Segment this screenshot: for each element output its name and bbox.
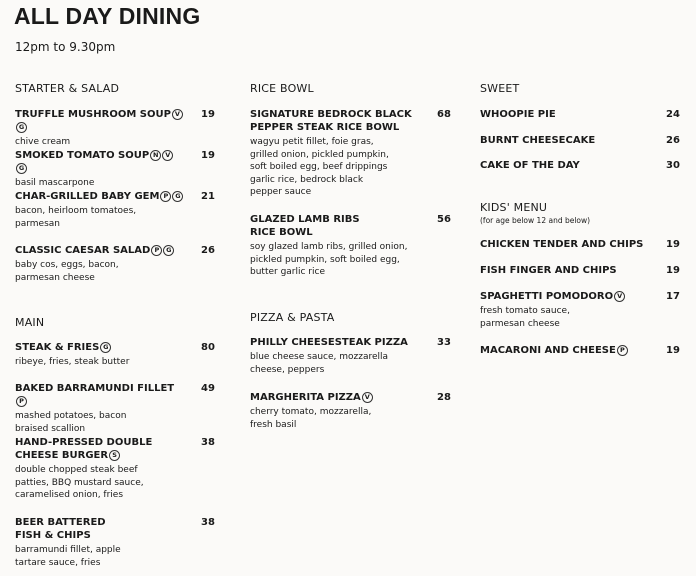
dietary-mark-icon: P bbox=[617, 345, 628, 356]
item-price: 49 bbox=[201, 383, 215, 394]
item-name: BAKED BARRAMUNDI FILLET bbox=[15, 383, 175, 394]
menu-item bbox=[250, 336, 451, 376]
item-price: 28 bbox=[437, 392, 451, 403]
item-description: blue cheese sauce, mozzarella cheese, peppers bbox=[250, 352, 389, 375]
item-name-row bbox=[15, 516, 185, 542]
dietary-mark-icon: V bbox=[162, 150, 173, 161]
dietary-mark-icon: N bbox=[150, 150, 161, 161]
dietary-mark-icon: P bbox=[16, 396, 27, 407]
item-price: 38 bbox=[201, 517, 215, 528]
item-name-row bbox=[480, 134, 650, 147]
menu-item bbox=[15, 190, 215, 230]
item-price: 30 bbox=[666, 160, 680, 171]
item-name-row bbox=[250, 391, 420, 404]
item-name-row bbox=[15, 244, 185, 257]
dietary-mark-icon: S bbox=[109, 450, 120, 461]
item-name: SPAGHETTI POMODORO bbox=[480, 291, 614, 302]
item-name: CHICKEN TENDER AND CHIPS bbox=[480, 239, 644, 250]
item-description: chive cream bbox=[15, 137, 71, 147]
menu-item bbox=[15, 436, 215, 502]
item-name: MACARONI AND CHEESE bbox=[480, 345, 616, 356]
item-name-row bbox=[15, 190, 185, 203]
item-name: FISH FINGER AND CHIPS bbox=[480, 265, 617, 276]
menu-title: ALL DAY DINING bbox=[14, 3, 201, 29]
menu-item bbox=[15, 341, 215, 369]
menu-item bbox=[15, 516, 215, 569]
item-name: BEER BATTERED FISH & CHIPS bbox=[15, 517, 106, 541]
item-description: double chopped steak beef patties, BBQ mustard sauce, caramelised onion, fries bbox=[15, 465, 144, 500]
item-description: bacon, heirloom tomatoes, parmesan bbox=[15, 206, 137, 229]
item-name: PHILLY CHEESESTEAK PIZZA bbox=[250, 337, 408, 348]
section-heading-sweet: SWEET bbox=[480, 82, 520, 95]
item-name-row bbox=[250, 336, 420, 349]
item-price: 80 bbox=[201, 342, 215, 353]
item-name: WHOOPIE PIE bbox=[480, 109, 556, 120]
item-price: 21 bbox=[201, 191, 215, 202]
item-name: CAKE OF THE DAY bbox=[480, 160, 580, 171]
item-description: cherry tomato, mozzarella, fresh basil bbox=[250, 407, 372, 430]
item-price: 19 bbox=[666, 265, 680, 276]
item-name-row bbox=[480, 238, 650, 251]
item-price: 24 bbox=[666, 109, 680, 120]
item-price: 19 bbox=[201, 109, 215, 120]
item-name-row bbox=[15, 108, 185, 134]
serving-hours: 12pm to 9.30pm bbox=[15, 40, 116, 54]
menu-item bbox=[480, 264, 680, 277]
item-name: STEAK & FRIES bbox=[15, 342, 100, 353]
item-name: CHAR-GRILLED BABY GEM bbox=[15, 191, 160, 202]
item-name: SMOKED TOMATO SOUP bbox=[15, 150, 150, 161]
section-heading-rice: RICE BOWL bbox=[250, 82, 314, 95]
dietary-mark-icon: G bbox=[16, 122, 27, 133]
item-name-row bbox=[480, 159, 650, 172]
dietary-mark-icon: V bbox=[614, 291, 625, 302]
item-name: CLASSIC CAESAR SALAD bbox=[15, 245, 151, 256]
section-heading-kids: KIDS' MENU bbox=[480, 201, 548, 214]
item-description: barramundi fillet, apple tartare sauce, fries bbox=[15, 545, 121, 568]
menu-item bbox=[15, 108, 215, 149]
menu-item bbox=[480, 344, 680, 357]
item-name: HAND-PRESSED DOUBLE CHEESE BURGER bbox=[15, 437, 153, 461]
item-price: 17 bbox=[666, 291, 680, 302]
item-name-row bbox=[15, 436, 185, 462]
item-name-row bbox=[480, 108, 650, 121]
item-price: 19 bbox=[666, 239, 680, 250]
dietary-mark-icon: G bbox=[172, 191, 183, 202]
item-name-row bbox=[250, 213, 420, 239]
menu-item bbox=[250, 391, 451, 431]
item-description: basil mascarpone bbox=[15, 178, 95, 188]
menu-item bbox=[15, 149, 215, 190]
item-name-row bbox=[15, 341, 185, 354]
item-description: ribeye, fries, steak butter bbox=[15, 357, 130, 367]
item-name-row bbox=[480, 290, 650, 303]
item-name-row bbox=[480, 264, 650, 277]
item-name: SIGNATURE BEDROCK BLACK PEPPER STEAK RICE BOWL bbox=[250, 109, 412, 133]
menu-item bbox=[480, 290, 680, 330]
menu-item bbox=[480, 134, 680, 147]
menu-item bbox=[480, 108, 680, 121]
item-name: MARGHERITA PIZZA bbox=[250, 392, 361, 403]
menu-item bbox=[15, 244, 215, 284]
section-heading-pizza: PIZZA & PASTA bbox=[250, 311, 335, 324]
item-price: 33 bbox=[437, 337, 451, 348]
item-name-row bbox=[250, 108, 420, 134]
kids-age-note: (for age below 12 and below) bbox=[480, 216, 591, 225]
item-price: 19 bbox=[666, 345, 680, 356]
section-heading-starter: STARTER & SALAD bbox=[15, 82, 120, 95]
dietary-mark-icon: G bbox=[163, 245, 174, 256]
item-name: BURNT CHEESECAKE bbox=[480, 135, 596, 146]
item-name-row bbox=[480, 344, 650, 357]
item-price: 26 bbox=[666, 135, 680, 146]
menu-item bbox=[250, 213, 451, 279]
item-price: 19 bbox=[201, 150, 215, 161]
dietary-mark-icon: V bbox=[362, 392, 373, 403]
item-name: GLAZED LAMB RIBS RICE BOWL bbox=[250, 214, 360, 238]
item-price: 26 bbox=[201, 245, 215, 256]
item-price: 38 bbox=[201, 437, 215, 448]
item-name-row bbox=[15, 149, 185, 175]
item-description: soy glazed lamb ribs, grilled onion, pickled pumpkin, soft boiled egg, butter garlic rice bbox=[250, 242, 408, 277]
item-description: mashed potatoes, bacon braised scallion bbox=[15, 411, 127, 434]
menu-item bbox=[250, 108, 451, 199]
item-name: TRUFFLE MUSHROOM SOUP bbox=[15, 109, 171, 120]
item-name-row bbox=[15, 382, 185, 408]
item-price: 68 bbox=[437, 109, 451, 120]
dietary-mark-icon: V bbox=[172, 109, 183, 120]
menu-item bbox=[480, 159, 680, 172]
item-description: fresh tomato sauce, parmesan cheese bbox=[480, 306, 570, 329]
item-description: baby cos, eggs, bacon, parmesan cheese bbox=[15, 260, 119, 283]
dietary-mark-icon: G bbox=[100, 342, 111, 353]
dietary-mark-icon: P bbox=[151, 245, 162, 256]
menu-item bbox=[15, 382, 215, 435]
section-heading-main: MAIN bbox=[15, 316, 45, 329]
dietary-mark-icon: P bbox=[160, 191, 171, 202]
menu-item bbox=[480, 238, 680, 251]
item-description: wagyu petit fillet, foie gras, grilled onion, pickled pumpkin, soft boiled egg, beef drippings garlic rice, bedrock black pepper sauce bbox=[250, 137, 389, 197]
item-price: 56 bbox=[437, 214, 451, 225]
dietary-mark-icon: G bbox=[16, 163, 27, 174]
